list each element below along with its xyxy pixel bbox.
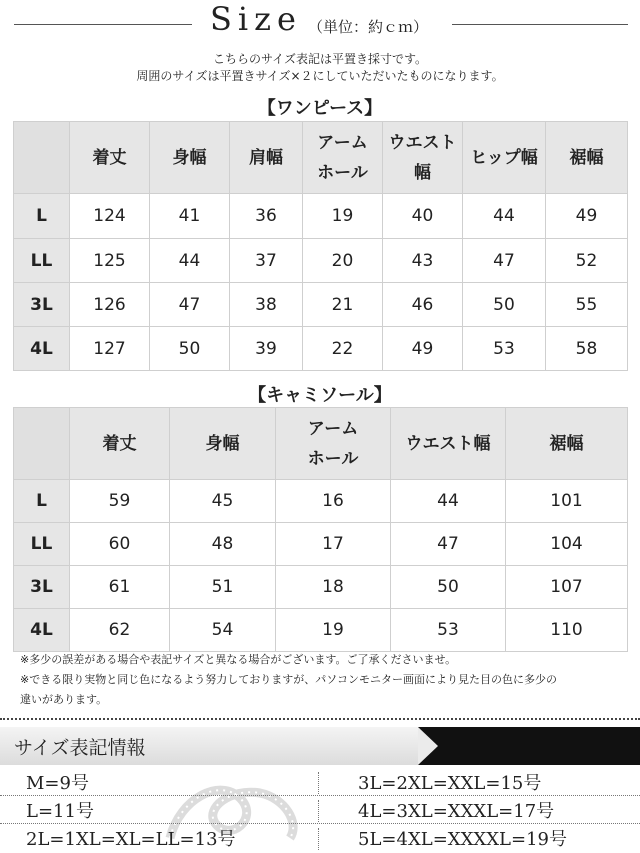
- cell: 104: [506, 523, 628, 566]
- col-header: 着丈: [70, 408, 170, 480]
- cell: 38: [230, 283, 303, 327]
- camisole-header-row: [14, 408, 628, 480]
- size-info-title: サイズ表記情報: [14, 737, 146, 759]
- cell: 44: [391, 480, 506, 523]
- cell: 47: [391, 523, 506, 566]
- col-header: ヒップ幅: [463, 122, 546, 194]
- cell: 20: [303, 239, 383, 283]
- size-label: 3L: [14, 566, 70, 609]
- cell: 40: [383, 194, 463, 239]
- corner-cell: [14, 408, 70, 480]
- cell: 62: [70, 609, 170, 652]
- row-separator: [318, 828, 319, 850]
- col-header: ウエスト 幅: [383, 122, 463, 194]
- section-divider: [0, 718, 640, 720]
- cell: 127: [70, 327, 150, 371]
- table-row: [14, 239, 628, 283]
- title-rule-right: [452, 24, 628, 25]
- cell: 61: [70, 566, 170, 609]
- footnote-color: ※できる限り実物と同じ色になるよう努力しておりますが、パソコンモニター画面により見た目の色に多少の: [20, 673, 557, 686]
- cell: 50: [391, 566, 506, 609]
- cell: 107: [506, 566, 628, 609]
- table-row: [14, 609, 628, 652]
- size-label: 3L: [14, 283, 70, 327]
- cell: 36: [230, 194, 303, 239]
- title-rule-left: [14, 24, 192, 25]
- cell: 41: [150, 194, 230, 239]
- size-equivalence: 2L=1XL=XL=LL=13号: [26, 829, 236, 850]
- size-equivalence: 5L=4XL=XXXXL=19号: [358, 829, 567, 850]
- cell: 110: [506, 609, 628, 652]
- row-separator: [318, 800, 319, 822]
- size-equivalence: 4L=3XL=XXXL=17号: [358, 801, 555, 822]
- camisole-size-table: [13, 407, 628, 652]
- col-header: 肩幅: [230, 122, 303, 194]
- cell: 39: [230, 327, 303, 371]
- cell: 58: [546, 327, 628, 371]
- size-label: L: [14, 480, 70, 523]
- footnote-color-cont: 違いがあります。: [20, 693, 108, 706]
- col-header: アーム ホール: [303, 122, 383, 194]
- circumference-note: 周囲のサイズは平置きサイズ×２にしていただいたものになります。: [136, 69, 504, 83]
- table-row: [14, 566, 628, 609]
- cell: 126: [70, 283, 150, 327]
- col-header: 身幅: [170, 408, 276, 480]
- cell: 44: [463, 194, 546, 239]
- cell: 49: [546, 194, 628, 239]
- cell: 37: [230, 239, 303, 283]
- col-header: 裾幅: [506, 408, 628, 480]
- onepiece-title: 【ワンピース】: [257, 98, 383, 119]
- table-row: [14, 523, 628, 566]
- cell: 43: [383, 239, 463, 283]
- cell: 48: [170, 523, 276, 566]
- size-label: 4L: [14, 327, 70, 371]
- cell: 47: [150, 283, 230, 327]
- table-row: [14, 283, 628, 327]
- cell: 16: [276, 480, 391, 523]
- cell: 51: [170, 566, 276, 609]
- col-header: 着丈: [70, 122, 150, 194]
- cell: 53: [463, 327, 546, 371]
- cell: 50: [463, 283, 546, 327]
- col-header: 裾幅: [546, 122, 628, 194]
- row-separator: [318, 772, 319, 794]
- corner-cell: [14, 122, 70, 194]
- col-header: 身幅: [150, 122, 230, 194]
- col-header: ウエスト幅: [391, 408, 506, 480]
- size-equivalence: L=11号: [26, 801, 94, 822]
- cell: 47: [463, 239, 546, 283]
- cell: 46: [383, 283, 463, 327]
- cell: 44: [150, 239, 230, 283]
- onepiece-header-row: [14, 122, 628, 194]
- measure-note: こちらのサイズ表記は平置き採寸です。: [212, 52, 428, 66]
- cell: 52: [546, 239, 628, 283]
- onepiece-size-table: [13, 121, 628, 371]
- cell: 54: [170, 609, 276, 652]
- size-label: LL: [14, 239, 70, 283]
- cell: 125: [70, 239, 150, 283]
- size-label: LL: [14, 523, 70, 566]
- size-label: L: [14, 194, 70, 239]
- cell: 60: [70, 523, 170, 566]
- cell: 59: [70, 480, 170, 523]
- cell: 50: [150, 327, 230, 371]
- size-equivalence: M=9号: [26, 773, 89, 794]
- size-label: 4L: [14, 609, 70, 652]
- title-unit: （単位：約ｃｍ）: [308, 18, 429, 36]
- size-info-row: [0, 796, 640, 824]
- cell: 21: [303, 283, 383, 327]
- col-header: アーム ホール: [276, 408, 391, 480]
- banner-dark-band: [418, 727, 640, 765]
- table-row: [14, 480, 628, 523]
- cell: 124: [70, 194, 150, 239]
- banner-arrow-shape: [418, 727, 438, 765]
- cell: 19: [303, 194, 383, 239]
- size-info-row: [0, 768, 640, 796]
- cell: 53: [391, 609, 506, 652]
- cell: 18: [276, 566, 391, 609]
- cell: 55: [546, 283, 628, 327]
- table-row: [14, 194, 628, 239]
- size-info-row: [0, 824, 640, 852]
- cell: 19: [276, 609, 391, 652]
- page-title: Size: [210, 0, 302, 38]
- table-row: [14, 327, 628, 371]
- cell: 45: [170, 480, 276, 523]
- footnote-tolerance: ※多少の誤差がある場合や表記サイズと異なる場合がございます。ご了承くださいませ。: [20, 653, 457, 666]
- camisole-title: 【キャミソール】: [248, 385, 392, 406]
- cell: 17: [276, 523, 391, 566]
- size-equivalence: 3L=2XL=XXL=15号: [358, 773, 542, 794]
- cell: 101: [506, 480, 628, 523]
- size-info-banner: [0, 727, 640, 765]
- cell: 49: [383, 327, 463, 371]
- cell: 22: [303, 327, 383, 371]
